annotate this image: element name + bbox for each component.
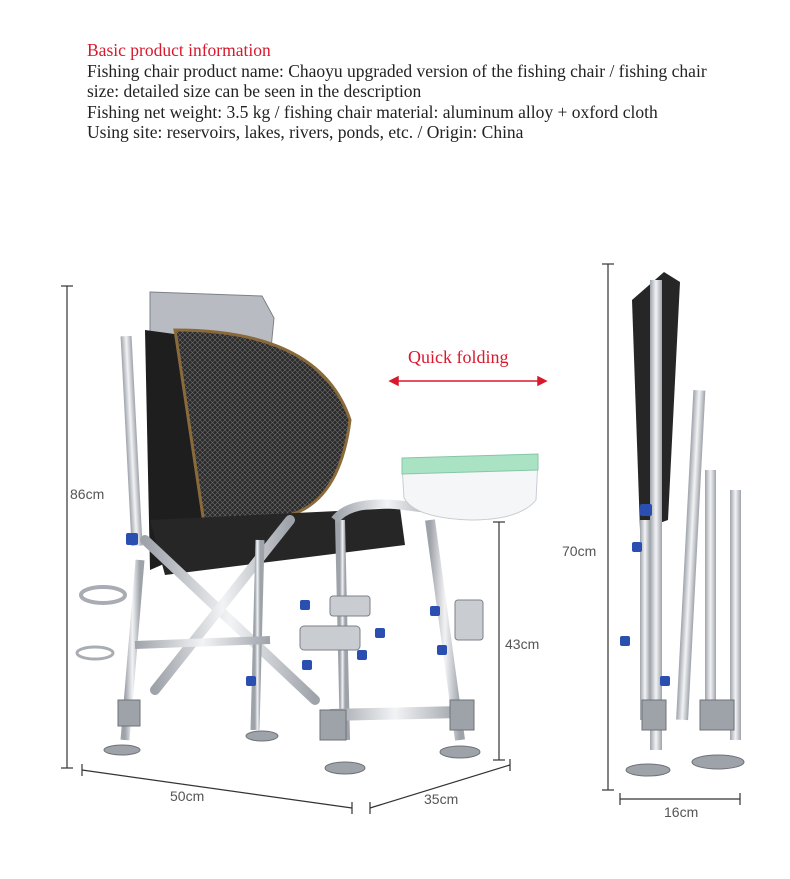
folded-chair-image (620, 272, 744, 776)
info-line-name-size: Fishing chair product name: Chaoyu upgraded version of the fishing chair / fishing chair size: detailed size can be seen in the description (87, 60, 707, 101)
dim-height-open: 86cm (70, 486, 105, 502)
dim-height-folded: 70cm (562, 543, 597, 559)
info-line-weight-material: Fishing net weight: 3.5 kg / fishing chair material: aluminum alloy + oxford cloth (87, 101, 658, 122)
info-line-site-origin: Using site: reservoirs, lakes, rivers, ponds, etc. / Origin: China (87, 122, 524, 142)
dim-folded-width: 16cm (664, 804, 699, 820)
dim-seat-height: 43cm (505, 636, 540, 652)
dim-depth: 35cm (424, 791, 459, 807)
quick-folding-arrow (390, 377, 546, 385)
mesh-cushion (175, 330, 350, 530)
quick-folding-label: Quick folding (408, 347, 509, 367)
dim-width: 50cm (170, 788, 205, 804)
info-heading: Basic product information (87, 40, 271, 60)
